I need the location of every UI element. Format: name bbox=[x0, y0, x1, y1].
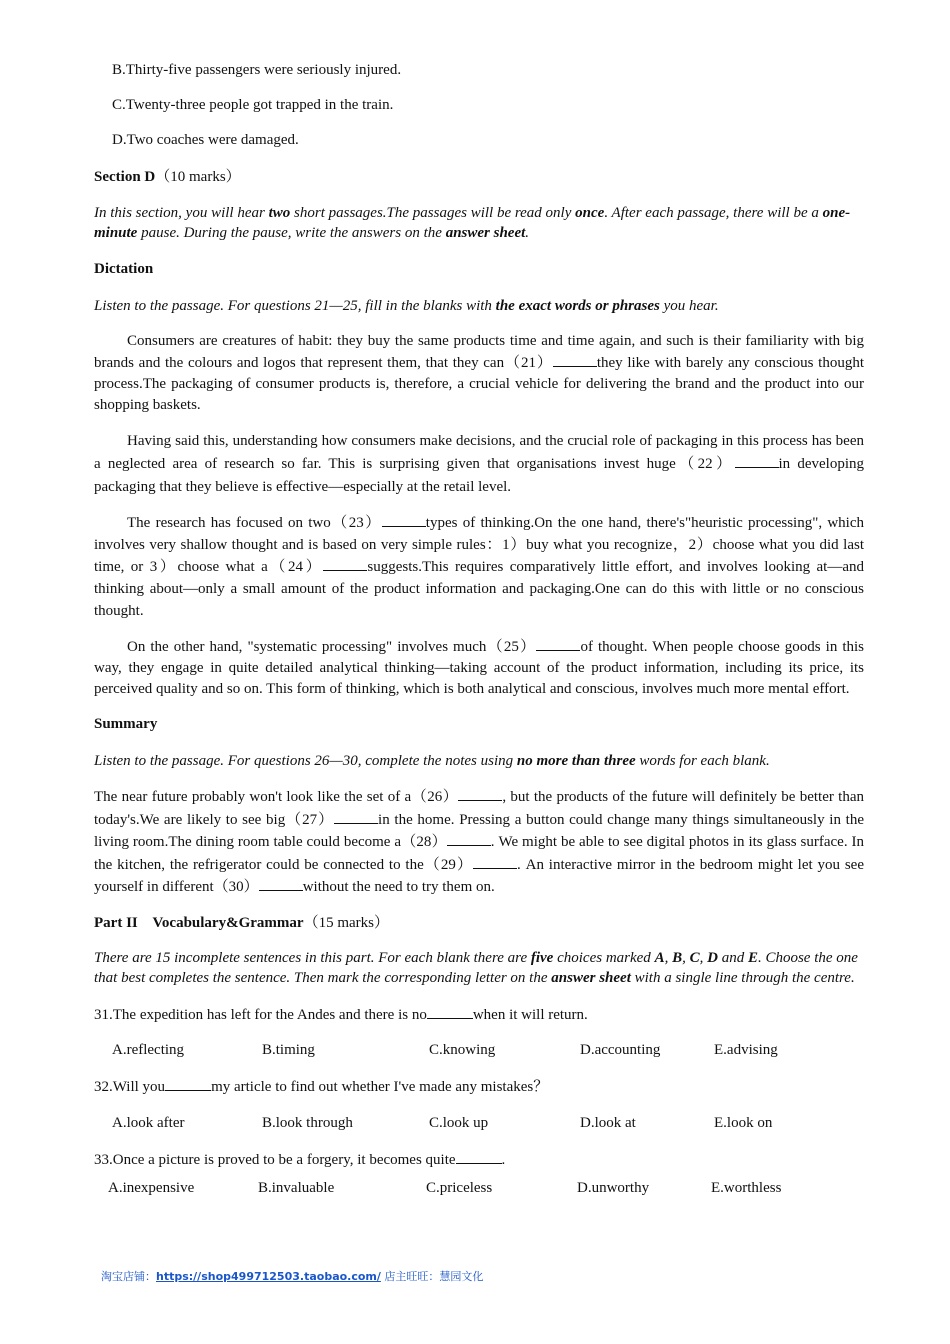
answer-blank-30[interactable] bbox=[259, 876, 303, 891]
section-d-heading: Section D（10 marks） bbox=[94, 169, 241, 185]
option-b: B.Thirty-five passengers were seriously injured. bbox=[112, 62, 402, 78]
question-31: 31.The expedition has left for the Andes and there is no when it will return. bbox=[94, 1004, 864, 1025]
page-content bbox=[94, 60, 864, 1198]
option-c[interactable]: C.priceless bbox=[426, 1179, 493, 1196]
option-e[interactable]: E.look on bbox=[714, 1114, 773, 1131]
part-2-heading: Part II Vocabulary&Grammar（15 marks） bbox=[94, 914, 389, 931]
question-33: 33.Once a picture is proved to be a forgery, it becomes quite . bbox=[94, 1149, 864, 1170]
shop-link[interactable]: https://shop499712503.taobao.com/ bbox=[156, 1270, 381, 1283]
answer-blank-24[interactable] bbox=[323, 556, 367, 571]
option-e[interactable]: E.advising bbox=[714, 1041, 778, 1058]
option-d[interactable]: D.look at bbox=[580, 1114, 636, 1131]
answer-blank-22[interactable] bbox=[735, 453, 779, 468]
dictation-instructions: Listen to the passage. For questions 21—25, fill in the blanks with the exact words or phrases you hear. bbox=[94, 298, 719, 314]
question-32-options bbox=[112, 1113, 864, 1133]
answer-blank-29[interactable] bbox=[473, 854, 517, 869]
footer-owner: 店主旺旺：慧园文化 bbox=[380, 1270, 484, 1283]
footer-label: 淘宝店铺： bbox=[101, 1270, 156, 1283]
answer-blank-23[interactable] bbox=[382, 512, 426, 527]
dictation-heading: Dictation bbox=[94, 261, 154, 277]
option-c[interactable]: C.knowing bbox=[429, 1041, 496, 1058]
option-a[interactable]: A.look after bbox=[112, 1114, 185, 1131]
footer-shop-info bbox=[101, 1268, 483, 1284]
option-d: D.Two coaches were damaged. bbox=[112, 132, 299, 148]
option-e[interactable]: E.worthless bbox=[711, 1179, 782, 1196]
dictation-paragraph-1: Consumers are creatures of habit: they buy the same products time and time again, and such is their familiarity with big brands and the colours and logos that represent them, that they can（21） they like with barely any conscious thought process.The packaging of consumer products is, therefore, a crucial vehicle for delivering the brand and the product into our shopping baskets. bbox=[94, 333, 864, 413]
answer-blank-31[interactable] bbox=[427, 1004, 473, 1019]
summary-paragraph: The near future probably won't look like the set of a（26） , but the products of the future will definitely be better than today's.We are likely to see big（27） in the home. Pressing a button could change many things simultaneously in the living room.The dining room table could become a（28） . We might be able to see digital photos in its glass surface. In the kitchen, the refrigerator could be connected to the（29） . An interactive mirror in the bedroom might let you see yourself in different（30） without the need to try them on. bbox=[94, 786, 864, 899]
option-a[interactable]: A.reflecting bbox=[112, 1041, 185, 1058]
dictation-paragraph-4: On the other hand, "systematic processing" involves much（25） of thought. When people choose goods in this way, they engage in quite detailed analytical thinking—taking account of the product information, including its price, its perceived quality and so on. This form of thinking, which is both analytical and conscious, involves much more mental effort. bbox=[94, 636, 864, 700]
dictation-paragraph-3: The research has focused on two（23） types of thinking.On the one hand, there's"heuristic processing", which involves very shallow thought and is based on very simple rules：1）buy what you recognize，2）choose what you did last time, or 3）choose what a（24） suggests.This requires comparatively little effort, and involves looking at—and thinking about—only a small amount of the product information and packaging.One can do this with little or no conscious thought. bbox=[94, 512, 864, 622]
section-d-instructions: In this section, you will hear two short passages.The passages will be read only once. After each passage, there will be a one-minute pause. During the pause, write the answers on the answer sheet. bbox=[94, 205, 851, 241]
answer-blank-25[interactable] bbox=[536, 636, 580, 651]
option-c: C.Twenty-three people got trapped in the train. bbox=[112, 97, 394, 113]
answer-blank-26[interactable] bbox=[458, 786, 502, 801]
option-d[interactable]: D.accounting bbox=[580, 1041, 661, 1058]
option-a[interactable]: A.inexpensive bbox=[108, 1179, 195, 1196]
summary-instructions: Listen to the passage. For questions 26—30, complete the notes using no more than three words for each blank. bbox=[94, 753, 770, 769]
summary-heading: Summary bbox=[94, 716, 158, 732]
option-c[interactable]: C.look up bbox=[429, 1114, 489, 1131]
answer-blank-21[interactable] bbox=[553, 352, 597, 367]
answer-blank-32[interactable] bbox=[165, 1076, 211, 1091]
question-33-options bbox=[108, 1178, 864, 1198]
option-b[interactable]: B.invaluable bbox=[258, 1179, 335, 1196]
question-31-options bbox=[112, 1040, 864, 1060]
answer-blank-28[interactable] bbox=[447, 831, 491, 846]
option-d[interactable]: D.unworthy bbox=[577, 1179, 650, 1196]
option-b[interactable]: B.timing bbox=[262, 1041, 315, 1058]
option-b[interactable]: B.look through bbox=[262, 1114, 353, 1131]
answer-blank-33[interactable] bbox=[456, 1149, 502, 1164]
question-32: 32.Will you my article to find out whether I've made any mistakes？ bbox=[94, 1076, 864, 1097]
answer-blank-27[interactable] bbox=[334, 809, 378, 824]
part-2-instructions: There are 15 incomplete sentences in this part. For each blank there are five choices marked A, B, C, D and E. Choose the one that best completes the sentence. Then mark the corresponding letter on the answer sheet with a single line through the centre. bbox=[94, 949, 858, 986]
dictation-paragraph-2: Having said this, understanding how consumers make decisions, and the crucial role of packaging in this process has been a neglected area of research so far. This is surprising given that organisations invest huge（22） in developing packaging that they believe is effective—especially at the retail level. bbox=[94, 433, 864, 495]
